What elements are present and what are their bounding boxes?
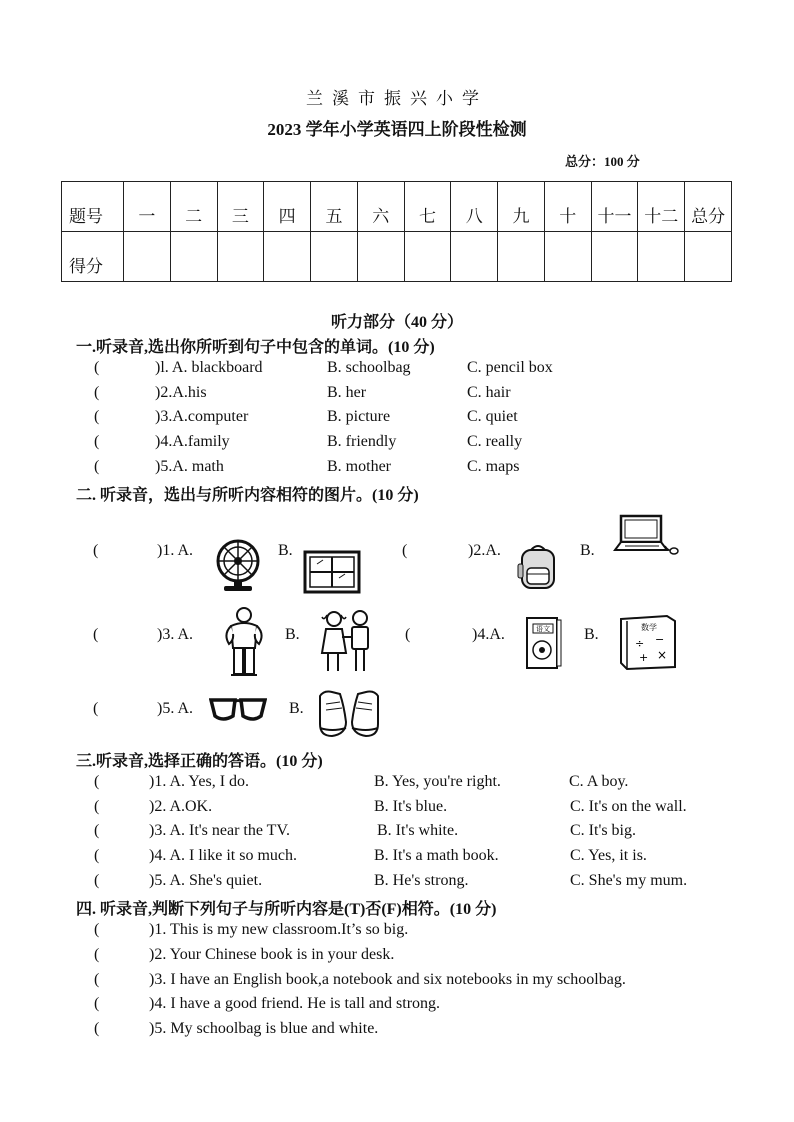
question-option-a: )2.A.his (155, 384, 207, 401)
question-option-c: C. pencil box (467, 359, 553, 376)
score-row-label: 得分 (62, 232, 124, 282)
score-cell (404, 232, 451, 282)
glasses-icon (209, 696, 267, 724)
question-option-b: B. He's strong. (374, 872, 469, 889)
question-option-c: C. She's my mum. (570, 872, 688, 889)
children-icon (316, 607, 378, 677)
score-cell (264, 232, 311, 282)
window-icon (303, 550, 361, 594)
answer-paren: ( (93, 542, 99, 559)
answer-paren: ( (94, 822, 100, 839)
picture-question-a: )5. A. (157, 700, 193, 717)
score-col: 十一 (591, 182, 638, 232)
question-option-a: )3.A.computer (155, 408, 249, 425)
score-col: 十 (544, 182, 591, 232)
question-option-b: B. Yes, you're right. (374, 773, 501, 790)
score-col: 十二 (638, 182, 685, 232)
answer-paren: ( (93, 700, 99, 717)
judge-statement: )2. Your Chinese book is in your desk. (149, 946, 395, 963)
score-row-label: 题号 (62, 182, 124, 232)
school-name: 兰溪市振兴小学 (306, 89, 488, 108)
score-col: 二 (170, 182, 217, 232)
answer-paren: ( (94, 433, 100, 450)
judge-statement: )5. My schoolbag is blue and white. (149, 1020, 379, 1037)
question-option-c: C. It's big. (570, 822, 636, 839)
question-option-c: C. It's on the wall. (570, 798, 687, 815)
question-option-b: B. It's a math book. (374, 847, 499, 864)
strong-man-icon (221, 606, 267, 678)
question-option-c: C. maps (467, 458, 520, 475)
score-cell (498, 232, 545, 282)
section4-heading: 四. 听录音,判断下列句子与所听内容是(T)否(F)相符。(10 分) (76, 901, 497, 918)
question-option-a: )1. A. Yes, I do. (149, 773, 250, 790)
laptop-icon (611, 514, 679, 558)
score-col: 总分 (685, 182, 732, 232)
question-option-b: B. mother (327, 458, 391, 475)
answer-paren: ( (94, 384, 100, 401)
exam-title: 2023 学年小学英语四上阶段性检测 (267, 120, 527, 139)
svg-text:÷: ÷ (635, 637, 645, 650)
answer-paren: ( (94, 872, 100, 889)
score-cell (124, 232, 171, 282)
score-cell (591, 232, 638, 282)
math-book-label: 数学 (641, 623, 657, 632)
question-option-c: C. quiet (467, 408, 518, 425)
section3-heading: 三.听录音,选择正确的答语。(10 分) (76, 753, 323, 770)
question-option-a: )5.A. math (155, 458, 224, 475)
score-col: 七 (404, 182, 451, 232)
picture-question-b: B. (580, 542, 595, 559)
chinese-book-label: 语文 (536, 625, 550, 633)
question-option-c: C. Yes, it is. (570, 847, 647, 864)
question-option-b: B. picture (327, 408, 391, 425)
question-option-a: )3. A. It's near the TV. (149, 822, 290, 839)
question-option-b: B. It's blue. (374, 798, 448, 815)
picture-question-b: B. (285, 626, 300, 643)
answer-paren: ( (93, 626, 99, 643)
picture-question-a: )1. A. (157, 542, 193, 559)
answer-paren: ( (94, 921, 100, 938)
total-score: 总分：100 分 (565, 154, 640, 169)
score-table-score-row (62, 232, 732, 282)
score-cell (217, 232, 264, 282)
score-cell (544, 232, 591, 282)
answer-paren: ( (94, 798, 100, 815)
backpack-icon (515, 542, 561, 592)
score-col: 三 (217, 182, 264, 232)
score-cell (357, 232, 404, 282)
answer-paren: ( (94, 359, 100, 376)
score-col: 一 (124, 182, 171, 232)
answer-paren: ( (405, 626, 411, 643)
question-option-c: C. A boy. (569, 773, 629, 790)
answer-paren: ( (94, 946, 100, 963)
picture-question-b: B. (278, 542, 293, 559)
picture-question-b: B. (289, 700, 304, 717)
picture-question-a: )3. A. (157, 626, 193, 643)
answer-paren: ( (94, 458, 100, 475)
score-col: 八 (451, 182, 498, 232)
answer-paren: ( (94, 847, 100, 864)
score-col: 六 (357, 182, 404, 232)
score-col: 九 (498, 182, 545, 232)
fan-icon (212, 537, 264, 593)
question-option-a: )4. A. I like it so much. (149, 847, 297, 864)
score-cell (451, 232, 498, 282)
question-option-a: )4.A.family (155, 433, 230, 450)
question-option-b: B. her (327, 384, 367, 401)
judge-statement: )3. I have an English book,a notebook and six notebooks in my schoolbag. (149, 971, 626, 988)
answer-paren: ( (94, 995, 100, 1012)
score-table-header-row (62, 182, 732, 232)
question-option-c: C. really (467, 433, 523, 450)
question-option-b: B. It's white. (377, 822, 459, 839)
question-option-a: )l. A. blackboard (155, 359, 263, 376)
question-option-b: B. friendly (327, 433, 397, 450)
score-cell (311, 232, 358, 282)
question-option-a: )5. A. She's quiet. (149, 872, 263, 889)
shoes-icon (316, 688, 382, 740)
score-cell (685, 232, 732, 282)
answer-paren: ( (94, 773, 100, 790)
judge-statement: )4. I have a good friend. He is tall and strong. (149, 995, 441, 1012)
judge-statement: )1. This is my new classroom.It’s so big. (149, 921, 409, 938)
question-option-c: C. hair (467, 384, 511, 401)
picture-question-b: B. (584, 626, 599, 643)
score-col: 五 (311, 182, 358, 232)
svg-text:+: + (639, 651, 649, 664)
svg-text:−: − (655, 633, 665, 646)
question-option-a: )2. A.OK. (149, 798, 213, 815)
score-cell (638, 232, 685, 282)
section1-heading: 一.听录音,选出你所听到句子中包含的单词。(10 分) (76, 339, 435, 356)
answer-paren: ( (94, 408, 100, 425)
section2-heading: 二. 听录音，选出与所听内容相符的图片。(10 分) (76, 487, 419, 504)
question-option-b: B. schoolbag (327, 359, 411, 376)
listening-part-title: 听力部分（40 分） (330, 314, 463, 331)
answer-paren: ( (94, 1020, 100, 1037)
picture-question-a: )2.A. (468, 542, 501, 559)
score-cell (170, 232, 217, 282)
score-col: 四 (264, 182, 311, 232)
answer-paren: ( (94, 971, 100, 988)
score-table (61, 181, 732, 282)
svg-text:×: × (657, 648, 668, 662)
chinese-book-icon (524, 614, 564, 672)
picture-question-a: )4.A. (472, 626, 505, 643)
answer-paren: ( (402, 542, 408, 559)
math-book-icon (617, 613, 679, 671)
